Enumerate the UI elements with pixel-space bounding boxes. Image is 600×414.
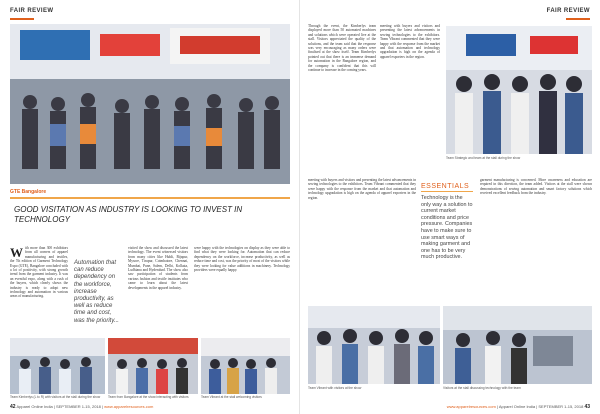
stall-photo-4 bbox=[308, 306, 440, 384]
body-column-4 bbox=[480, 178, 592, 302]
photo-caption-1: Team Kimberlys (L to R) with visitors at the stall during the show bbox=[10, 395, 101, 399]
header-rule bbox=[566, 18, 590, 20]
stall-photo-5 bbox=[443, 306, 592, 384]
body-column-2 bbox=[380, 24, 440, 174]
section-label: FAIR REVIEW bbox=[546, 8, 590, 14]
group-photo-illustration bbox=[308, 306, 440, 384]
publication-name: Apparel Online India bbox=[16, 404, 53, 409]
header-rule bbox=[10, 18, 34, 20]
right-page bbox=[300, 0, 600, 414]
body-column-1 bbox=[308, 24, 376, 174]
team-photo bbox=[446, 26, 592, 154]
page-number: 42 bbox=[10, 404, 16, 410]
photo-caption-3: Team Vibrant at the stall welcoming visitors bbox=[201, 395, 262, 399]
group-photo-illustration bbox=[443, 306, 592, 384]
website-link[interactable]: www.apparelresources.com bbox=[446, 404, 496, 409]
pull-quote: Automation that can reduce dependency on the workforce, increase productivity, as well as reduce time and cost, was the priority... bbox=[74, 260, 119, 324]
expo-crowd-illustration bbox=[10, 24, 290, 184]
dropcap: W bbox=[10, 246, 23, 260]
expo-crowd-photo bbox=[10, 24, 290, 184]
body-text: ith more than 300 exhibitors from all corners of apparel manufacturing and textiles, the 7th edition of Garment Technology Expo (GTE), Bangalore concluded with a lot of positivity, with strong growth trend from the garment industry. It was an eventful expo, along with a rush of the buyers, which clearly shows the industry is ready to adopt new technology and automation in various areas of manufacturing. bbox=[10, 246, 68, 299]
essentials-body: Technology is the only way a solution to current market conditions and price pressure. Companies have to make sure to use smart ways of making garment and one has to be very much productive. bbox=[421, 195, 473, 261]
publication-name: Apparel Online India bbox=[498, 404, 536, 409]
group-photo-illustration bbox=[446, 26, 592, 154]
group-photo-illustration bbox=[10, 338, 105, 394]
issue-date: SEPTEMBER 1-15, 2018 bbox=[55, 404, 101, 409]
body-text: visited the show and discussed the latest technology. The event witnessed visitors from many cities like Hubli, Bijapur, Mysore, Tirupur, Coimbatore, Chennai, Mumbai, Pune, Salem, Delhi, Kolkata, Ludhiana and Hyderabad. The show also saw participation of students from various fashion and textile institutes who came to learn about the latest developments in the apparel industry. bbox=[128, 246, 188, 290]
photo-caption-top: Team Strategic and team at the stall during the show bbox=[446, 156, 521, 160]
group-photo-illustration bbox=[108, 338, 198, 394]
photo-caption-5: Visitors at the stall discussing technology with the team bbox=[443, 386, 521, 390]
page-number: 43 bbox=[584, 404, 590, 410]
stall-photo-1 bbox=[10, 338, 105, 394]
body-text: meeting with buyers and visitors and presenting the latest advancements in sewing technologies to the exhibitors. Team Vibrant commented that they were happy with the response from the market and that automation and technology upgradation is high on the agenda of apparel exporters in the region. bbox=[308, 178, 416, 200]
kicker: GTE Bangalore bbox=[10, 189, 47, 195]
essentials-box bbox=[421, 183, 473, 301]
page-footer: 42 Apparel Online India | SEPTEMBER 1-15, 2018 | www.apparelresources.com bbox=[10, 404, 154, 410]
section-label: FAIR REVIEW bbox=[10, 8, 54, 14]
body-text: garment manufacturing is concerned. More awareness and education are required in this direction, the team added. Visitors at the stall were shown demonstrations of sewing automation and smart factory solutions which received excellent feedback from the industry. bbox=[480, 178, 592, 196]
stall-photo-2 bbox=[108, 338, 198, 394]
body-column-3 bbox=[128, 246, 188, 336]
stall-photo-3 bbox=[201, 338, 290, 394]
body-text: meeting with buyers and visitors and presenting the latest advancements in sewing technologies to the exhibitors. Team Vibrant commented that they were happy with the response from the market and that automation and technology upgradation is high on the agenda of apparel exporters in the region. bbox=[380, 24, 440, 59]
body-column-3 bbox=[308, 178, 416, 302]
body-text: were happy with the technologies on display as they were able to find what they were looking for. Automation that can reduce dependency on the workforce, increase productivity, as well as reduce time and cost, was the priority of most of the visitors while they were looking for value additions in machinery. Technology providers were equally happy. bbox=[194, 246, 290, 273]
page-footer: www.apparelresources.com | Apparel Online India | SEPTEMBER 1-15, 2018 43 bbox=[446, 404, 590, 410]
website-link[interactable]: www.apparelresources.com bbox=[104, 404, 154, 409]
body-text: Through the event, the Kimberlys team displayed more than 50 automated machines and solutions which were operated live at the stall. Visitors appreciated the quality of the solutions, and the team said that the response was very encouraging as many orders were finalised at the show itself. Team Kimberlys pointed out that there is an immense demand for automation in the Bangalore region, and the company is confident that this will continue to increase in the coming years. bbox=[308, 24, 376, 73]
issue-date: SEPTEMBER 1-15, 2018 bbox=[538, 404, 584, 409]
essentials-title: ESSENTIALS bbox=[421, 183, 473, 192]
photo-caption-4: Team Vibrant with visitors at the show bbox=[308, 386, 362, 390]
group-photo-illustration bbox=[201, 338, 290, 394]
body-column-1 bbox=[10, 246, 68, 336]
photo-caption-2: Team from Bangalore at the show interacting with visitors bbox=[108, 395, 189, 399]
body-column-4 bbox=[194, 246, 290, 336]
headline: GOOD VISITATION AS INDUSTRY IS LOOKING TO INVEST IN TECHNOLOGY bbox=[14, 205, 243, 224]
